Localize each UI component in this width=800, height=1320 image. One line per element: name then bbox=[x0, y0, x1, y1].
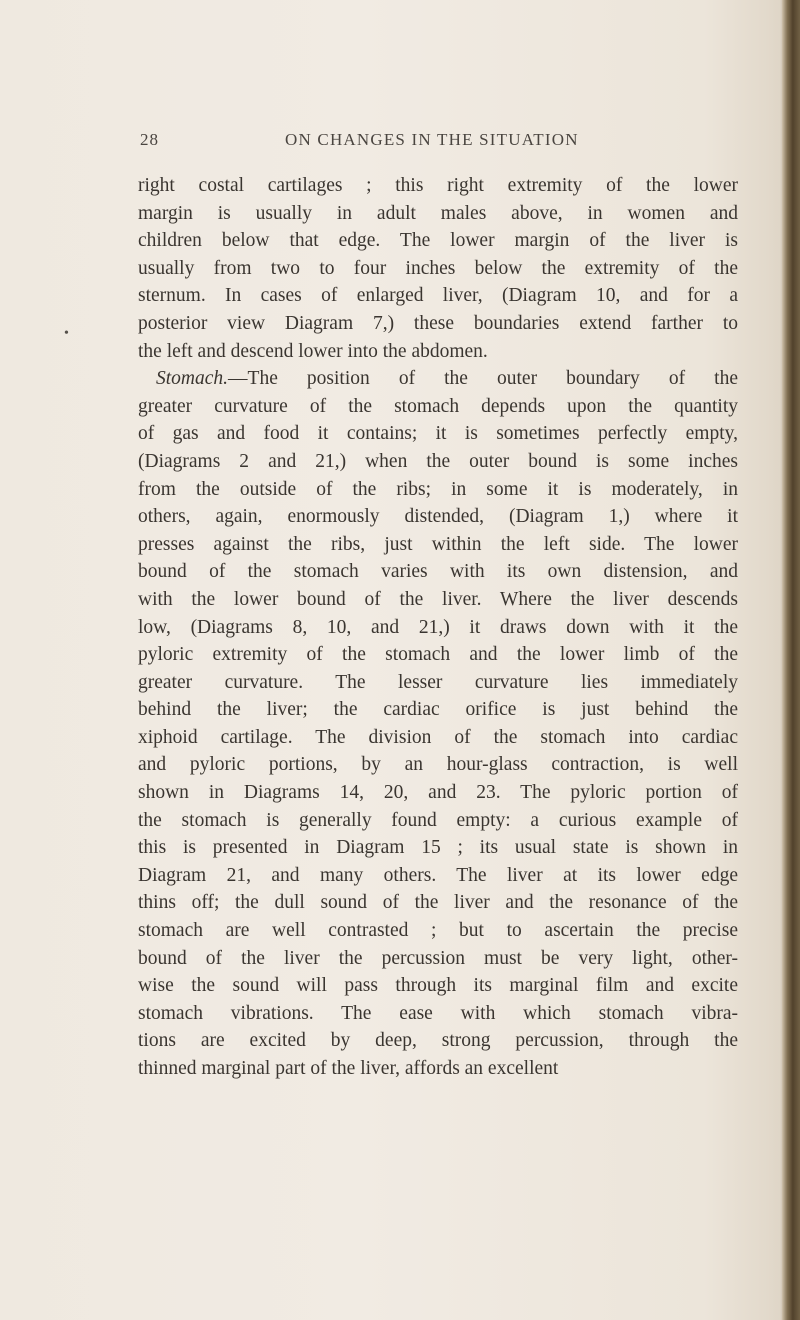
text-line: thinned marginal part of the liver, affords an excellent bbox=[138, 1058, 559, 1079]
text-line: presses against the ribs, just within the left side. The lower bbox=[138, 533, 738, 555]
text-line: wise the sound will pass through its marginal film and excite bbox=[138, 975, 738, 997]
page-number: 28 bbox=[140, 130, 159, 149]
text-line: tions are excited by deep, strong percussion, through the bbox=[138, 1030, 738, 1052]
text-line: stomach are well contrasted ; but to ascertain the precise bbox=[138, 920, 738, 942]
text-line: this is presented in Diagram 15 ; its usual state is shown in bbox=[138, 837, 738, 859]
text-line: right costal cartilages ; this right extremity of the lower bbox=[138, 175, 738, 196]
page-header bbox=[0, 130, 800, 160]
text-line: from the outside of the ribs; in some it is moderately, in bbox=[138, 478, 738, 500]
running-title: ON CHANGES IN THE SITUATION bbox=[285, 130, 579, 149]
text-line: bound of the stomach varies with its own distension, and bbox=[138, 561, 738, 583]
section-first-line bbox=[138, 365, 738, 393]
text-line: greater curvature. The lesser curvature lies immediately bbox=[138, 671, 738, 693]
margin-mark: • bbox=[64, 326, 69, 341]
text-line: children below that edge. The lower margin of the liver is bbox=[138, 230, 738, 252]
section-first-line-text: The position of the outer boundary of the bbox=[247, 368, 738, 390]
text-line: posterior view Diagram 7,) these boundaries extend farther to bbox=[138, 312, 738, 334]
section-heading-dash: — bbox=[228, 368, 248, 390]
text-line: greater curvature of the stomach depends upon the quantity bbox=[138, 395, 738, 417]
text-line: usually from two to four inches below the extremity of the bbox=[138, 257, 738, 279]
text-line: others, again, enormously distended, (Diagram 1,) where it bbox=[138, 506, 738, 528]
text-line: of gas and food it contains; it is sometimes perfectly empty, bbox=[138, 423, 738, 445]
text-line: thins off; the dull sound of the liver and the resonance of the bbox=[138, 892, 738, 914]
text-line: (Diagrams 2 and 21,) when the outer bound is some inches bbox=[138, 450, 738, 472]
text-line: the left and descend lower into the abdomen. bbox=[138, 340, 488, 362]
text-line: shown in Diagrams 14, 20, and 23. The pyloric portion of bbox=[138, 782, 738, 804]
text-line: bound of the liver the percussion must be very light, other- bbox=[138, 947, 738, 969]
text-line: xiphoid cartilage. The division of the stomach into cardiac bbox=[138, 726, 738, 748]
text-line: pyloric extremity of the stomach and the lower limb of the bbox=[138, 644, 738, 666]
book-spine-edge bbox=[782, 0, 800, 1320]
text-line: margin is usually in adult males above, in women and bbox=[138, 202, 738, 224]
text-line: behind the liver; the cardiac orifice is just behind the bbox=[138, 699, 738, 721]
text-line: the stomach is generally found empty: a curious example of bbox=[138, 809, 738, 831]
text-line: sternum. In cases of enlarged liver, (Diagram 10, and for a bbox=[138, 285, 738, 307]
text-line: stomach vibrations. The ease with which stomach vibra- bbox=[138, 1002, 738, 1024]
text-line: and pyloric portions, by an hour-glass contraction, is well bbox=[138, 754, 738, 776]
text-line: with the lower bound of the liver. Where the liver descends bbox=[138, 588, 738, 610]
section-heading: Stomach. bbox=[156, 368, 229, 390]
text-line: Diagram 21, and many others. The liver at its lower edge bbox=[138, 864, 738, 886]
body-text bbox=[138, 172, 738, 1083]
text-line: low, (Diagrams 8, 10, and 21,) it draws down with it the bbox=[138, 616, 738, 638]
